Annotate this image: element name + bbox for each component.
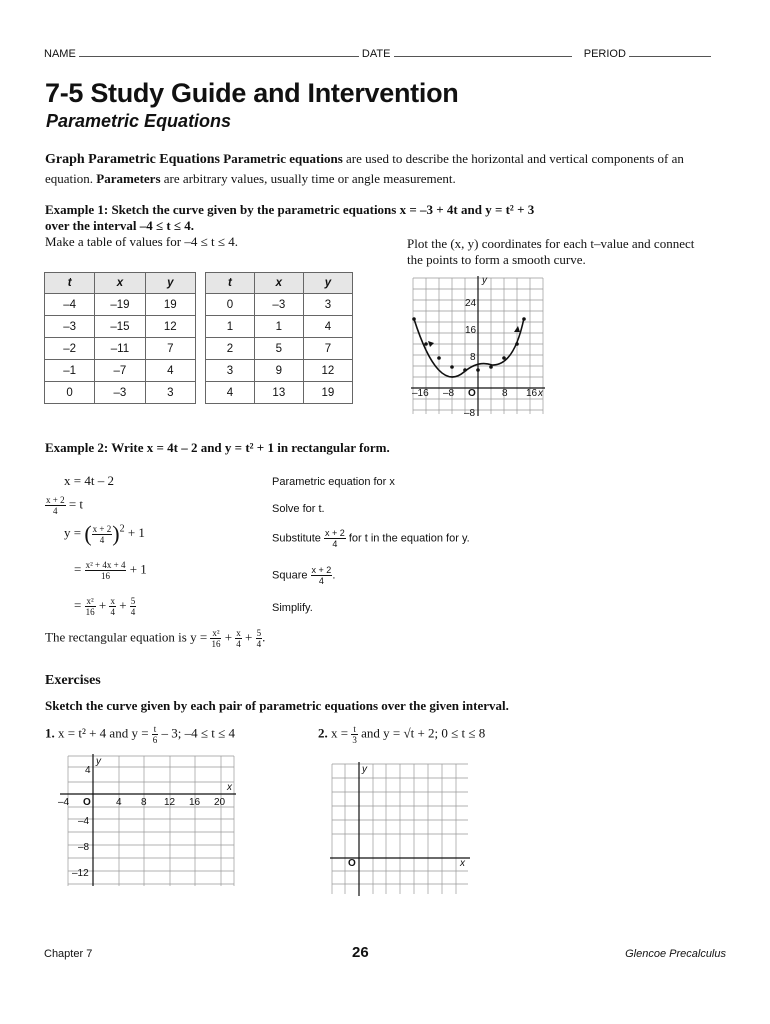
graph-axes: [411, 276, 545, 416]
table-cell: 12: [303, 360, 352, 382]
fraction: $\frac{x}{4}$: [236, 628, 241, 649]
page-title: 7-5 Study Guide and Intervention: [45, 78, 459, 108]
table-cell: 2: [206, 338, 255, 360]
table-cell: 19: [303, 382, 352, 404]
step-5-equation: = $\frac{\text{x²}}{16}$ + $\frac{x}{4}$ + $\frac{5}{4}$: [74, 596, 136, 617]
table-cell: 5: [254, 338, 303, 360]
date-field[interactable]: [394, 46, 572, 57]
table-row: [206, 382, 353, 404]
table-cell: 19: [145, 294, 195, 316]
step-3-equation: y = ( $\frac{x + 2}{4}$ )$^2$ + 1: [64, 521, 145, 546]
example-1-interval: over the interval –4 ≤ t ≤ 4.: [45, 218, 195, 233]
exercises-instruction: Sketch the curve given by each pair of parametric equations over the given interval.: [45, 698, 509, 713]
table-cell: 3: [206, 360, 255, 382]
table-cell: 7: [145, 338, 195, 360]
page-subtitle: Parametric Equations: [46, 111, 232, 131]
fraction: $\frac{\text{x²}}{16}$: [85, 596, 95, 617]
fraction: $\frac{\text{x² + 4x + 4}}{16}$: [85, 560, 126, 581]
example-2-label: Example 2:: [45, 440, 109, 455]
example-2-text: Write x = 4t – 2 and y = t² + 1 in rectangular form.: [111, 440, 390, 455]
y-tick-label: 16: [465, 325, 477, 336]
name-field[interactable]: [79, 46, 359, 57]
table-cell: 7: [303, 338, 352, 360]
origin-label: O: [83, 797, 91, 808]
table-header: y: [145, 273, 195, 294]
example-1-text: Sketch the curve given by the parametric equations x = –3 + 4t and y = t² + 3: [111, 202, 535, 217]
intro-term-parametric: Parametric equations: [223, 151, 343, 166]
table-header: y: [303, 273, 352, 294]
y-axis-label: y: [362, 764, 367, 775]
table-cell: –7: [95, 360, 145, 382]
values-table-left: [44, 272, 196, 404]
table-header: t: [45, 273, 95, 294]
exercise-1-prompt: 1. x = t² + 4 and y = $\frac{t}{6}$ – 3; –4 ≤ t ≤ 4: [45, 724, 236, 745]
example-2: [45, 440, 390, 456]
table-cell: –3: [95, 382, 145, 404]
fraction: $\frac{x + 2}{4}$: [324, 528, 345, 549]
table-cell: 4: [145, 360, 195, 382]
x-tick-label: 12: [164, 797, 176, 808]
fraction: $\frac{5}{4}$: [256, 628, 262, 649]
period-field[interactable]: [629, 46, 711, 57]
rectangular-equation-conclusion: The rectangular equation is y = $\frac{\text{x²}}{16}$ + $\frac{x}{4}$ + $\frac{5}{4}$ .: [45, 628, 266, 649]
fraction: $\frac{x}{4}$: [110, 596, 115, 617]
intro-text-2: are arbitrary values, usually time or angle measurement.: [160, 171, 456, 186]
step-1-equation: x = 4t – 2: [64, 473, 114, 488]
fraction: $\frac{x + 2}{4}$: [92, 523, 112, 545]
table-cell: –3: [45, 316, 95, 338]
exercises-heading: Exercises: [45, 673, 101, 688]
table-cell: –3: [254, 294, 303, 316]
origin-label: O: [348, 858, 356, 869]
table-cell: 4: [303, 316, 352, 338]
step-1-description: Parametric equation for x: [272, 476, 395, 488]
y-tick-label: –8: [464, 408, 476, 418]
intro-term-parameters: Parameters: [96, 171, 161, 186]
x-tick-label: 16: [526, 388, 538, 399]
x-tick-label: 8: [141, 797, 147, 808]
table-row: [45, 316, 196, 338]
exercise-2-prompt: 2. x = $\frac{t}{3}$ and y = √t + 2; 0 ≤ t ≤ 8: [318, 724, 486, 745]
x-axis-label: x: [538, 388, 543, 399]
table-row: [45, 294, 196, 316]
fraction: $\frac{t}{6}$: [152, 724, 158, 745]
fraction: $\frac{t}{3}$: [352, 724, 357, 745]
table-cell: 3: [303, 294, 352, 316]
y-tick-label: 4: [85, 765, 91, 776]
table-cell: –2: [45, 338, 95, 360]
table-header: x: [254, 273, 303, 294]
fraction: $\frac{\text{x²}}{16}$: [211, 628, 221, 649]
table-cell: –4: [45, 294, 95, 316]
table-row: [206, 316, 353, 338]
x-tick-label: 20: [214, 797, 226, 808]
x-tick-label: –4: [58, 797, 70, 808]
step-3-description: Substitute $\frac{x + 2}{4}$ for t in the equation for y.: [272, 528, 470, 549]
table-cell: 4: [206, 382, 255, 404]
student-info-header: [44, 46, 726, 60]
table-cell: 9: [254, 360, 303, 382]
x-tick-label: 8: [502, 388, 508, 399]
example-1-label: Example 1:: [45, 202, 109, 217]
table-row: [206, 294, 353, 316]
step-5-description: Simplify.: [272, 602, 313, 614]
table-row: [45, 338, 196, 360]
origin-label: O: [468, 388, 476, 399]
step-4-description: Square $\frac{x + 2}{4}$ .: [272, 565, 336, 586]
exercise-1-graph[interactable]: [58, 752, 240, 888]
x-tick-label: 16: [189, 797, 201, 808]
table-cell: –1: [45, 360, 95, 382]
table-row: [206, 360, 353, 382]
table-cell: 13: [254, 382, 303, 404]
table-cell: 3: [145, 382, 195, 404]
footer-publisher: Glencoe Precalculus: [625, 948, 726, 960]
table-cell: 0: [206, 294, 255, 316]
intro-text-1: are used to describe the horizontal and vertical components of an equation.: [45, 151, 684, 186]
table-header: x: [95, 273, 145, 294]
table-cell: –19: [95, 294, 145, 316]
y-axis-label: y: [96, 756, 101, 767]
y-tick-label: –4: [78, 816, 90, 827]
table-cell: 0: [45, 382, 95, 404]
y-tick-label: –8: [78, 842, 90, 853]
example-1-graph: [408, 274, 548, 418]
fraction: $\frac{x + 2}{4}$: [311, 565, 332, 586]
step-2-equation: $\frac{x + 2}{4}$ = t: [46, 495, 84, 516]
footer-chapter: Chapter 7: [44, 948, 93, 960]
table-cell: 1: [206, 316, 255, 338]
y-tick-label: –12: [72, 868, 89, 879]
y-tick-label: 8: [470, 352, 476, 363]
exercise-2-graph[interactable]: [328, 762, 470, 896]
date-label: DATE: [361, 48, 391, 60]
table-cell: 1: [254, 316, 303, 338]
table-cell: –15: [95, 316, 145, 338]
table-cell: 12: [145, 316, 195, 338]
table-header: t: [206, 273, 255, 294]
y-axis-label: y: [482, 275, 487, 286]
x-tick-label: 4: [116, 797, 122, 808]
period-label: PERIOD: [583, 48, 626, 60]
fraction: $\frac{5}{4}$: [130, 596, 136, 617]
table-cell: –11: [95, 338, 145, 360]
step-4-equation: = $\frac{\text{x² + 4x + 4}}{16}$ + 1: [74, 560, 147, 581]
x-tick-label: –16: [412, 388, 429, 399]
values-table-right: [205, 272, 353, 404]
table-row: [206, 338, 353, 360]
graph-grid: [332, 764, 468, 894]
intro-heading: Graph Parametric Equations: [45, 152, 220, 167]
x-tick-label: –8: [443, 388, 455, 399]
example-1-table-instruction: Make a table of values for –4 ≤ t ≤ 4.: [45, 234, 238, 249]
example-1-plot-instruction: Plot the (x, y) coordinates for each t–value and connect the points to form a smooth curve.: [407, 236, 695, 267]
table-row: [45, 382, 196, 404]
name-label: NAME: [44, 48, 76, 60]
step-2-description: Solve for t.: [272, 503, 325, 515]
x-axis-label: x: [227, 782, 232, 793]
table-header-row: [206, 273, 353, 294]
footer-page-number: 26: [352, 944, 369, 961]
table-header-row: [45, 273, 196, 294]
x-axis-label: x: [460, 858, 465, 869]
intro-paragraph: [45, 149, 725, 188]
table-row: [45, 360, 196, 382]
y-tick-label: 24: [465, 298, 477, 309]
fraction: $\frac{x + 2}{4}$: [46, 495, 65, 516]
